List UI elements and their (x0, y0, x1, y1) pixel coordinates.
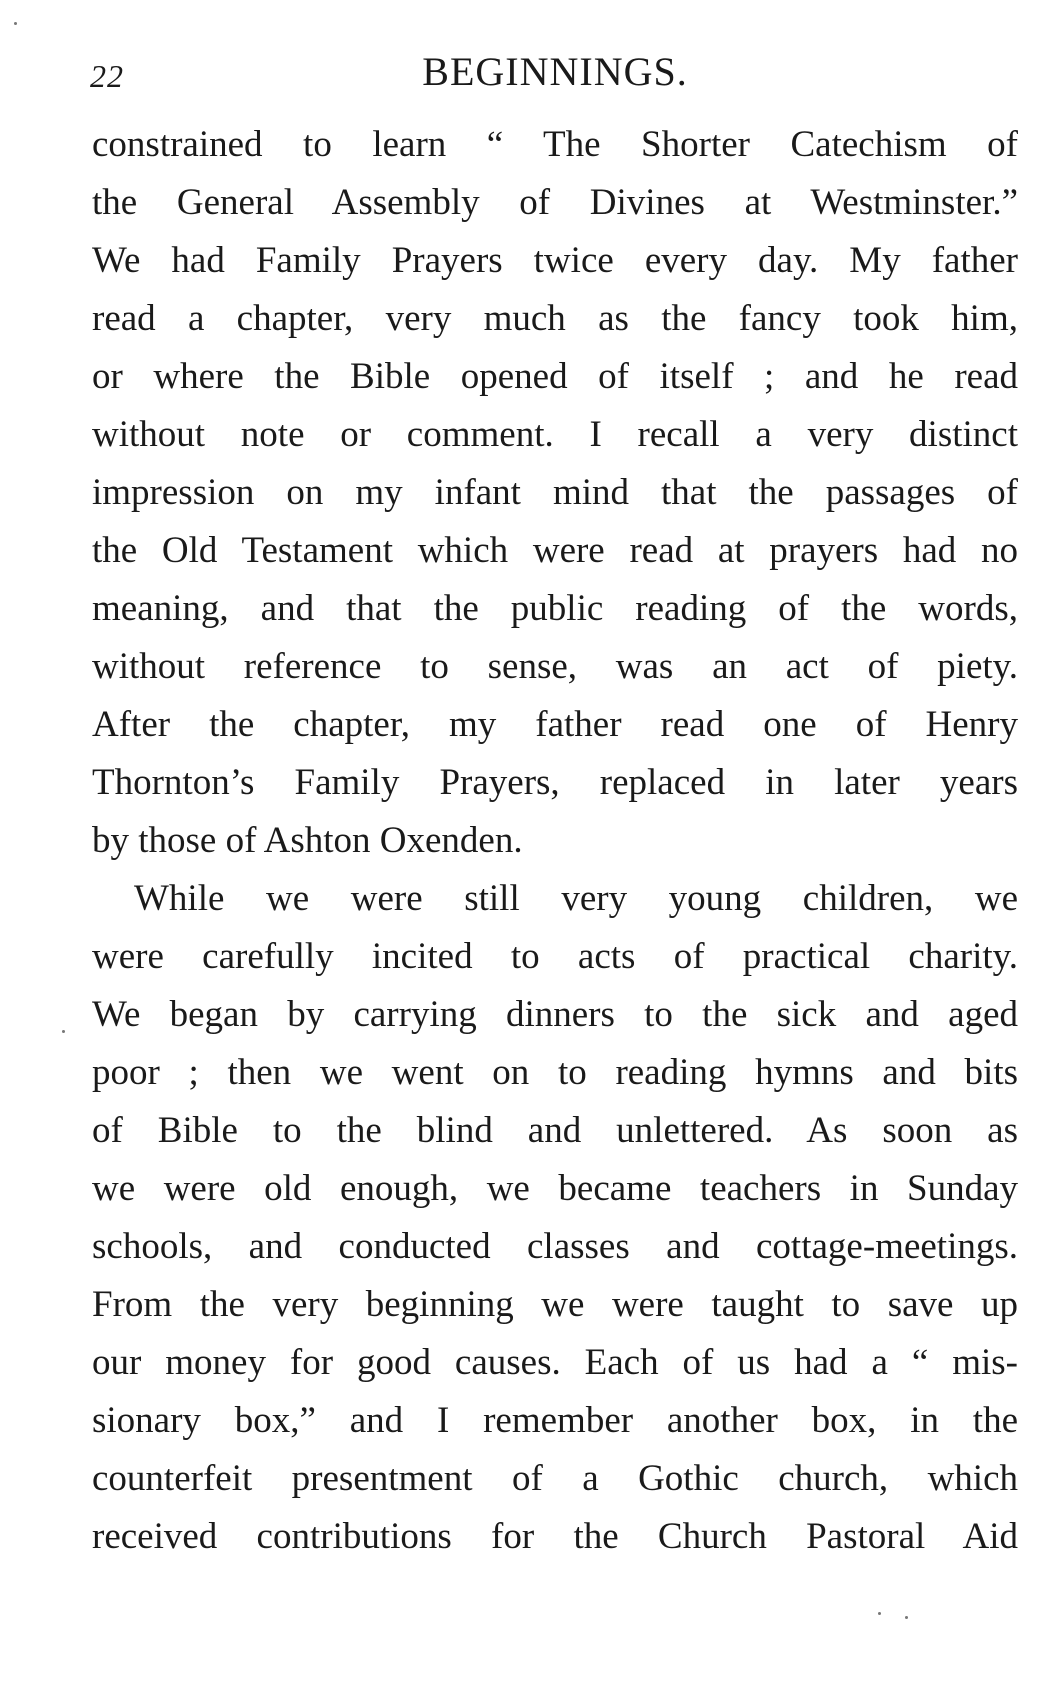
text-line: of Bible to the blind and unlettered. As soon as (92, 1110, 1018, 1151)
text-line: sionary box,” and I remember another box, in the (92, 1400, 1018, 1441)
text-line: After the chapter, my father read one of Henry (92, 704, 1018, 745)
text-line: were carefully incited to acts of practical charity. (92, 936, 1018, 977)
page-header (90, 48, 1020, 98)
text-line: impression on my infant mind that the passages of (92, 472, 1018, 513)
text-line: We began by carrying dinners to the sick and aged (92, 994, 1018, 1035)
text-line: read a chapter, very much as the fancy took him, (92, 298, 1018, 339)
text-line: meaning, and that the public reading of the words, (92, 588, 1018, 629)
scan-speck (878, 1612, 881, 1615)
paragraph (92, 870, 1018, 1566)
paragraph (92, 116, 1018, 870)
text-line: received contributions for the Church Pastoral Aid (92, 1516, 1018, 1557)
text-line: our money for good causes. Each of us had a “ mis- (92, 1342, 1018, 1383)
text-line: schools, and conducted classes and cottage-meetings. (92, 1226, 1018, 1267)
text-line: counterfeit presentment of a Gothic church, which (92, 1458, 1018, 1499)
text-line: poor ; then we went on to reading hymns and bits (92, 1052, 1018, 1093)
text-line: From the very beginning we were taught to save up (92, 1284, 1018, 1325)
text-line: Thornton’s Family Prayers, replaced in later years (92, 762, 1018, 803)
scan-speck (905, 1616, 908, 1619)
body-text (92, 116, 1018, 1566)
text-line: the General Assembly of Divines at Westminster.” (92, 182, 1018, 223)
text-line: While we were still very young children, we (134, 878, 1018, 919)
text-line: without reference to sense, was an act of piety. (92, 646, 1018, 687)
text-line: the Old Testament which were read at prayers had no (92, 530, 1018, 571)
text-line: we were old enough, we became teachers in Sunday (92, 1168, 1018, 1209)
text-line: We had Family Prayers twice every day. My father (92, 240, 1018, 281)
text-line: or where the Bible opened of itself ; and he read (92, 356, 1018, 397)
text-line: without note or comment. I recall a very distinct (92, 414, 1018, 455)
scan-speck (14, 22, 17, 25)
scan-speck (62, 1030, 65, 1033)
text-line: constrained to learn “ The Shorter Catechism of (92, 124, 1018, 165)
page-number: 22 (90, 58, 124, 94)
text-line: by those of Ashton Oxenden. (92, 820, 523, 861)
running-head: BEGINNINGS. (422, 49, 688, 94)
